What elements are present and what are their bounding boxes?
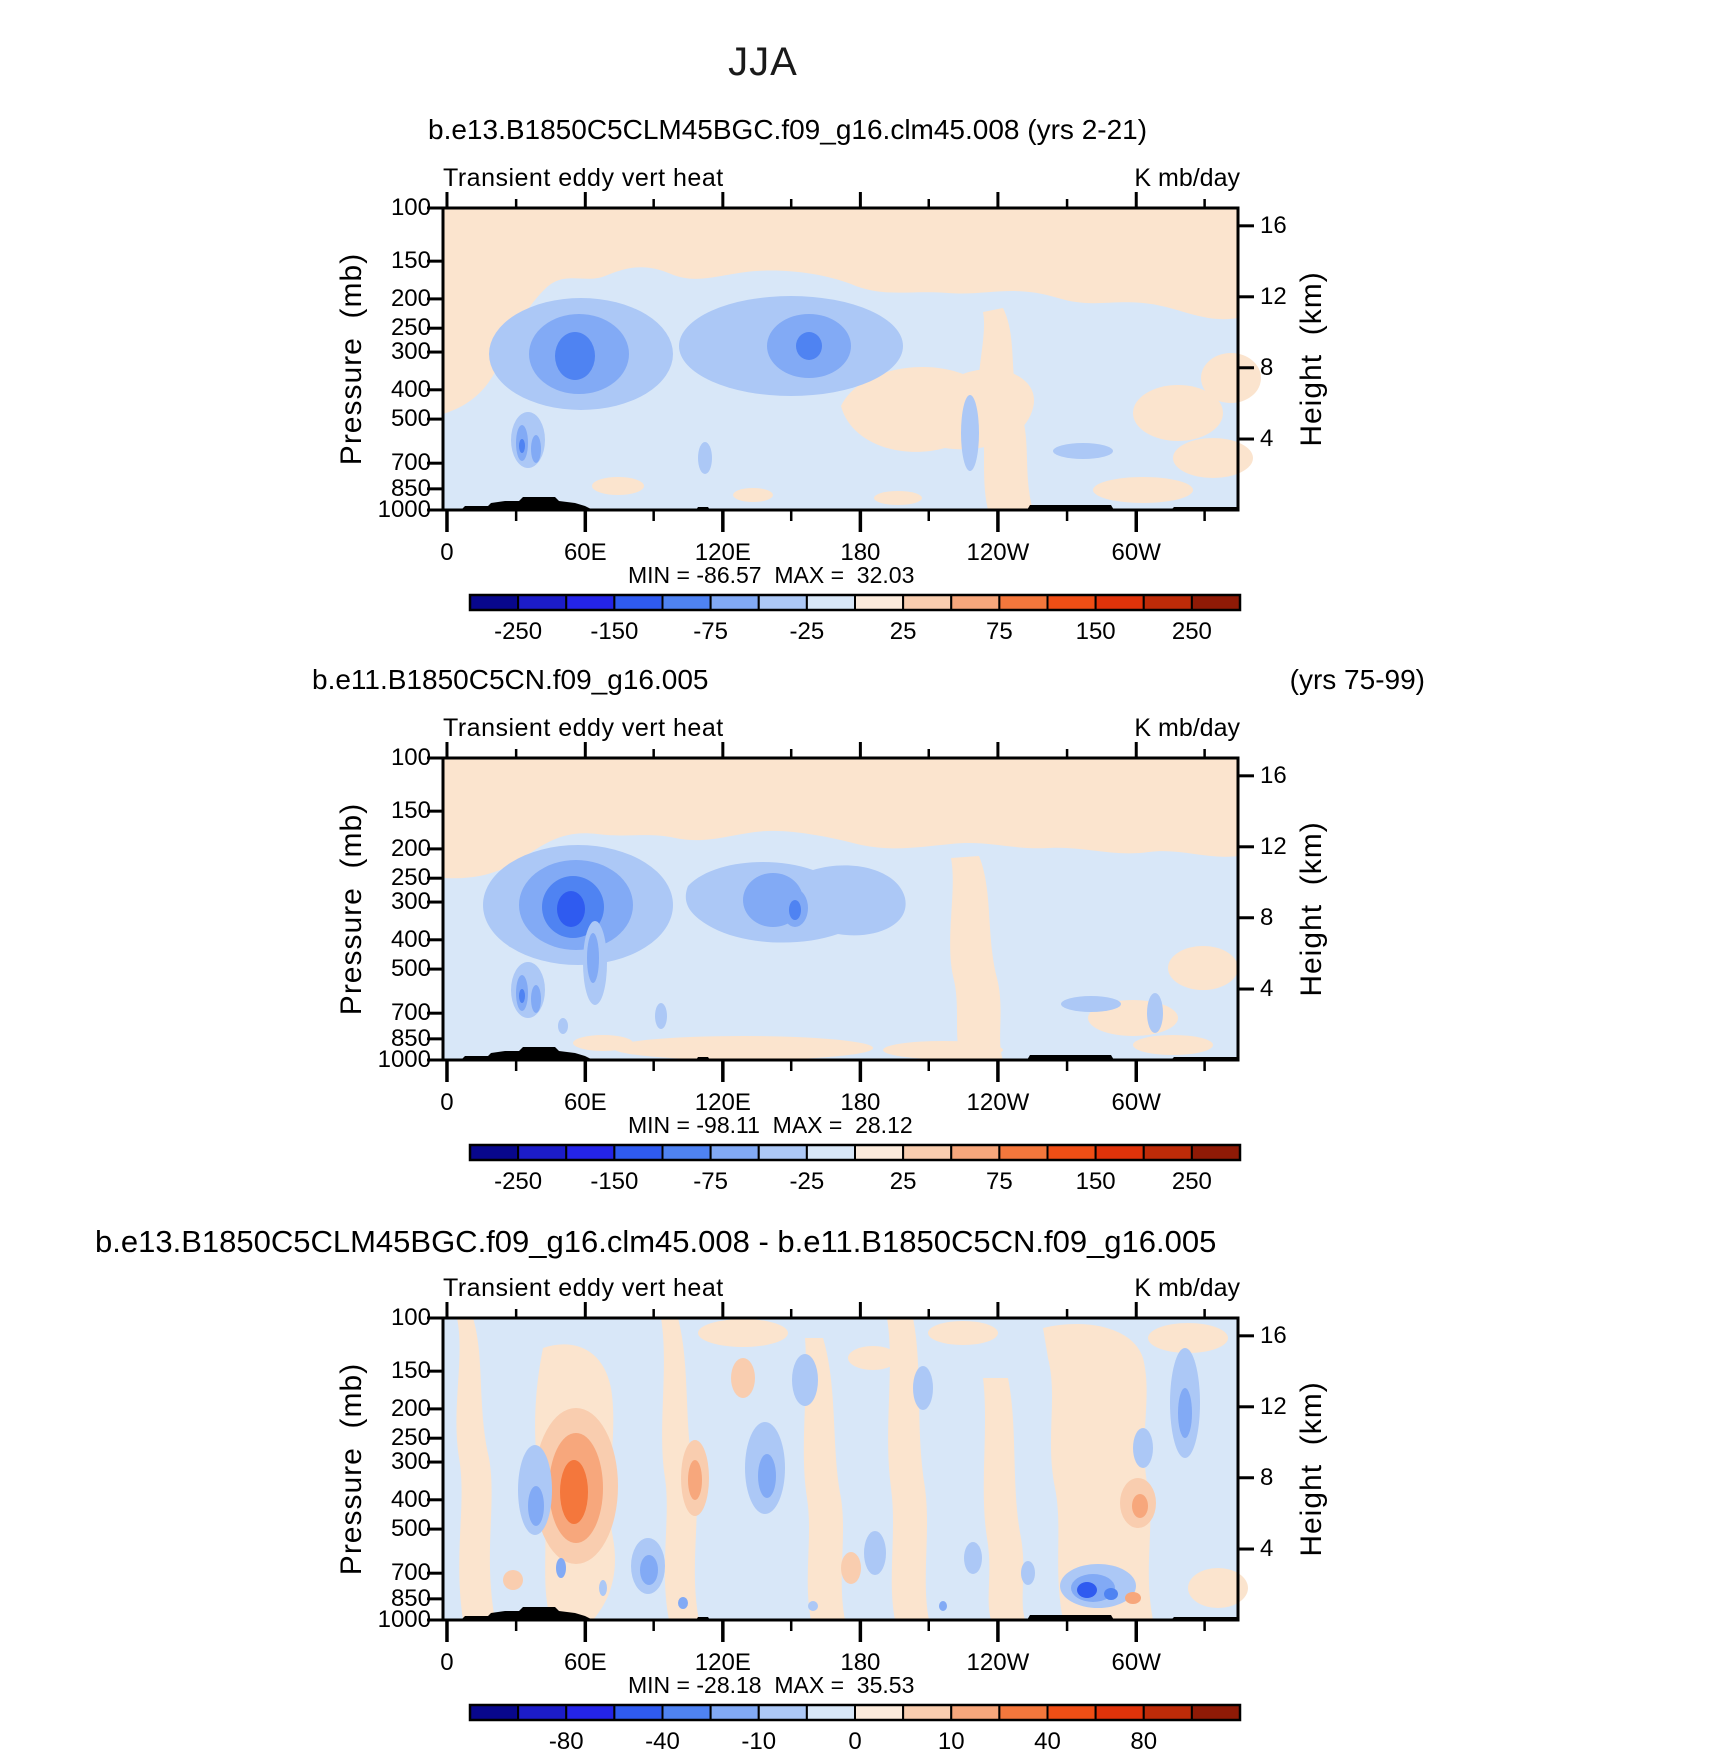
pressure-tick-label: 700 xyxy=(390,449,431,477)
pressure-tick-label: 850 xyxy=(390,474,431,502)
colorbar-segment xyxy=(470,595,518,610)
pressure-tick-label: 200 xyxy=(390,1394,431,1422)
pressure-tick-label: 150 xyxy=(390,247,431,275)
longitude-tick-label: 60W xyxy=(1111,1649,1161,1676)
pressure-tick-label: 400 xyxy=(390,925,431,953)
pressure-tick-label: 1000 xyxy=(377,1606,431,1633)
height-tick-label: 16 xyxy=(1260,761,1287,789)
minmax-label: MIN = -28.18 MAX = 35.53 xyxy=(628,1672,915,1698)
height-axis-title: Height (km) xyxy=(1295,821,1328,997)
pressure-tick-label: 300 xyxy=(390,888,431,916)
pressure-tick-label: 400 xyxy=(390,1485,431,1513)
pressure-tick-label: 700 xyxy=(390,999,431,1027)
colorbar-tick-label: -25 xyxy=(789,1168,825,1195)
colorbar-tick-label: 75 xyxy=(986,1168,1013,1195)
height-tick-label: 12 xyxy=(1260,1392,1287,1420)
colorbar-segment xyxy=(1192,595,1240,610)
pressure-tick-label: 150 xyxy=(390,1357,431,1385)
colorbar-segment xyxy=(999,1705,1047,1720)
height-axis-title: Height (km) xyxy=(1295,271,1328,447)
colorbar-segment xyxy=(1192,1145,1240,1160)
longitude-tick-label: 120E xyxy=(694,1089,751,1116)
panel-case1 xyxy=(0,78,1710,653)
pressure-tick-label: 100 xyxy=(390,1304,431,1331)
colorbar-tick-label: -250 xyxy=(494,1168,543,1195)
pressure-tick-label: 250 xyxy=(390,314,431,342)
colorbar-tick-label: 150 xyxy=(1075,618,1116,645)
pressure-tick-label: 300 xyxy=(390,1448,431,1476)
colorbar-segment xyxy=(1144,1145,1192,1160)
colorbar-segment xyxy=(999,595,1047,610)
minmax-label: MIN = -86.57 MAX = 32.03 xyxy=(628,562,915,588)
colorbar-tick-label: 150 xyxy=(1075,1168,1116,1195)
colorbar-segment xyxy=(711,1705,759,1720)
contour-plot xyxy=(443,1318,1238,1620)
pressure-tick-label: 850 xyxy=(390,1024,431,1052)
colorbar-segment xyxy=(1096,1705,1144,1720)
height-tick-label: 16 xyxy=(1260,211,1287,239)
colorbar-segment xyxy=(855,1145,903,1160)
colorbar-segment xyxy=(903,1705,951,1720)
colorbar-segment xyxy=(663,1145,711,1160)
pressure-tick-label: 100 xyxy=(390,194,431,221)
colorbar-tick-label: -150 xyxy=(590,1168,639,1195)
colorbar-segment xyxy=(663,1705,711,1720)
panel-difference xyxy=(0,1188,1710,1763)
minmax-label: MIN = -98.11 MAX = 28.12 xyxy=(628,1112,913,1138)
colorbar-tick-label: -25 xyxy=(789,618,825,645)
longitude-tick-label: 0 xyxy=(440,1089,454,1116)
colorbar-tick-label: -250 xyxy=(494,618,543,645)
colorbar-tick-label: 25 xyxy=(889,1168,917,1195)
pressure-tick-label: 500 xyxy=(390,1515,431,1543)
colorbar-segment xyxy=(855,595,903,610)
colorbar-tick-label: -80 xyxy=(548,1728,584,1755)
pressure-tick-label: 1000 xyxy=(377,1046,431,1073)
colorbar-segment xyxy=(1144,595,1192,610)
colorbar-tick-label: -150 xyxy=(590,618,639,645)
contour-plot xyxy=(443,208,1238,510)
contour-plot xyxy=(443,758,1238,1060)
colorbar xyxy=(470,1705,1240,1720)
figure-season-title: JJA xyxy=(728,40,798,84)
colorbar-segment xyxy=(951,1705,999,1720)
field-name-label: Transient eddy vert heat xyxy=(443,164,724,192)
height-axis-title: Height (km) xyxy=(1295,1381,1328,1557)
colorbar-segment xyxy=(470,1705,518,1720)
colorbar-segment xyxy=(903,1145,951,1160)
height-tick-label: 12 xyxy=(1260,282,1287,310)
pressure-tick-label: 400 xyxy=(390,375,431,403)
colorbar-segment xyxy=(807,1145,855,1160)
pressure-tick-label: 250 xyxy=(390,1424,431,1452)
colorbar-segment xyxy=(1096,1145,1144,1160)
panel-title: b.e11.B1850C5CN.f09_g16.005 xyxy=(312,664,709,695)
longitude-tick-label: 120E xyxy=(694,539,751,566)
colorbar-segment xyxy=(614,1705,662,1720)
colorbar-segment xyxy=(614,595,662,610)
colorbar-segment xyxy=(759,1145,807,1160)
height-tick-label: 8 xyxy=(1260,903,1274,931)
colorbar-tick-label: -75 xyxy=(693,1168,728,1195)
units-label: K mb/day xyxy=(1134,164,1240,192)
colorbar-segment xyxy=(566,595,614,610)
pressure-tick-label: 700 xyxy=(390,1559,431,1587)
longitude-tick-label: 60W xyxy=(1111,539,1161,566)
colorbar-tick-label: 250 xyxy=(1171,618,1212,645)
pressure-tick-label: 250 xyxy=(390,864,431,892)
field-name-label: Transient eddy vert heat xyxy=(443,714,724,742)
colorbar-segment xyxy=(663,595,711,610)
colorbar-segment xyxy=(759,595,807,610)
colorbar-segment xyxy=(518,1705,566,1720)
pressure-axis-title: Pressure (mb) xyxy=(335,1362,368,1576)
colorbar-tick-label: -40 xyxy=(645,1728,680,1755)
colorbar-segment xyxy=(470,1145,518,1160)
colorbar xyxy=(470,1145,1240,1160)
pressure-tick-label: 500 xyxy=(390,405,431,433)
colorbar xyxy=(470,595,1240,610)
colorbar-segment xyxy=(1048,1145,1096,1160)
pressure-tick-label: 150 xyxy=(390,797,431,825)
colorbar-tick-label: 25 xyxy=(889,618,917,645)
height-tick-label: 16 xyxy=(1260,1321,1287,1349)
colorbar-tick-label: -10 xyxy=(741,1728,777,1755)
colorbar-tick-label: 80 xyxy=(1130,1728,1158,1755)
contour-field xyxy=(443,758,1238,1060)
pressure-tick-label: 300 xyxy=(390,338,431,366)
colorbar-segment xyxy=(1096,595,1144,610)
colorbar-segment xyxy=(566,1145,614,1160)
colorbar-tick-label: 250 xyxy=(1171,1168,1212,1195)
longitude-tick-label: 180 xyxy=(840,1089,881,1116)
longitude-tick-label: 60E xyxy=(563,539,607,566)
longitude-tick-label: 180 xyxy=(840,1649,881,1676)
height-tick-label: 8 xyxy=(1260,1463,1274,1491)
colorbar-tick-label: 40 xyxy=(1034,1728,1061,1755)
colorbar-segment xyxy=(951,595,999,610)
height-tick-label: 4 xyxy=(1260,1535,1274,1563)
colorbar-segment xyxy=(903,595,951,610)
pressure-tick-label: 1000 xyxy=(377,496,431,523)
longitude-tick-label: 120W xyxy=(966,1649,1030,1676)
contour-field xyxy=(443,208,1261,510)
longitude-tick-label: 120W xyxy=(966,539,1030,566)
pressure-axis-title: Pressure (mb) xyxy=(335,252,368,466)
colorbar-segment xyxy=(614,1145,662,1160)
longitude-tick-label: 0 xyxy=(440,1649,454,1676)
colorbar-tick-label: 0 xyxy=(848,1728,862,1755)
colorbar-segment xyxy=(1144,1705,1192,1720)
pressure-tick-label: 100 xyxy=(390,744,431,771)
pressure-tick-label: 200 xyxy=(390,834,431,862)
colorbar-segment xyxy=(951,1145,999,1160)
panel-title: b.e13.B1850C5CLM45BGC.f09_g16.clm45.008 - b.e11.B1850C5CN.f09_g16.005 xyxy=(95,1224,1217,1259)
height-tick-label: 12 xyxy=(1260,832,1287,860)
colorbar-segment xyxy=(711,1145,759,1160)
longitude-tick-label: 120W xyxy=(966,1089,1030,1116)
longitude-tick-label: 0 xyxy=(440,539,454,566)
pressure-tick-label: 200 xyxy=(390,284,431,312)
colorbar-tick-label: -75 xyxy=(693,618,728,645)
longitude-tick-label: 60E xyxy=(563,1649,607,1676)
colorbar-segment xyxy=(566,1705,614,1720)
colorbar-segment xyxy=(1048,1705,1096,1720)
height-tick-label: 4 xyxy=(1260,425,1274,453)
panel-years-label: (yrs 75-99) xyxy=(1289,664,1425,695)
longitude-tick-label: 120E xyxy=(694,1649,751,1676)
longitude-tick-label: 180 xyxy=(840,539,881,566)
longitude-tick-label: 60E xyxy=(563,1089,607,1116)
colorbar-segment xyxy=(711,595,759,610)
units-label: K mb/day xyxy=(1134,714,1240,742)
pressure-tick-label: 500 xyxy=(390,955,431,983)
contour-field xyxy=(443,1318,1248,1620)
colorbar-segment xyxy=(807,1705,855,1720)
longitude-tick-label: 60W xyxy=(1111,1089,1161,1116)
pressure-axis-title: Pressure (mb) xyxy=(335,802,368,1016)
colorbar-segment xyxy=(1192,1705,1240,1720)
height-tick-label: 8 xyxy=(1260,353,1274,381)
colorbar-tick-label: 75 xyxy=(986,618,1013,645)
colorbar-segment xyxy=(518,1145,566,1160)
colorbar-segment xyxy=(1048,595,1096,610)
colorbar-segment xyxy=(518,595,566,610)
colorbar-segment xyxy=(759,1705,807,1720)
field-name-label: Transient eddy vert heat xyxy=(443,1274,724,1302)
units-label: K mb/day xyxy=(1134,1274,1240,1302)
panel-title: b.e13.B1850C5CLM45BGC.f09_g16.clm45.008 (yrs 2-21) xyxy=(428,114,1148,145)
panel-case2 xyxy=(0,628,1710,1203)
colorbar-segment xyxy=(999,1145,1047,1160)
pressure-tick-label: 850 xyxy=(390,1584,431,1612)
height-tick-label: 4 xyxy=(1260,975,1274,1003)
colorbar-tick-label: 10 xyxy=(937,1728,965,1755)
colorbar-segment xyxy=(855,1705,903,1720)
colorbar-segment xyxy=(807,595,855,610)
